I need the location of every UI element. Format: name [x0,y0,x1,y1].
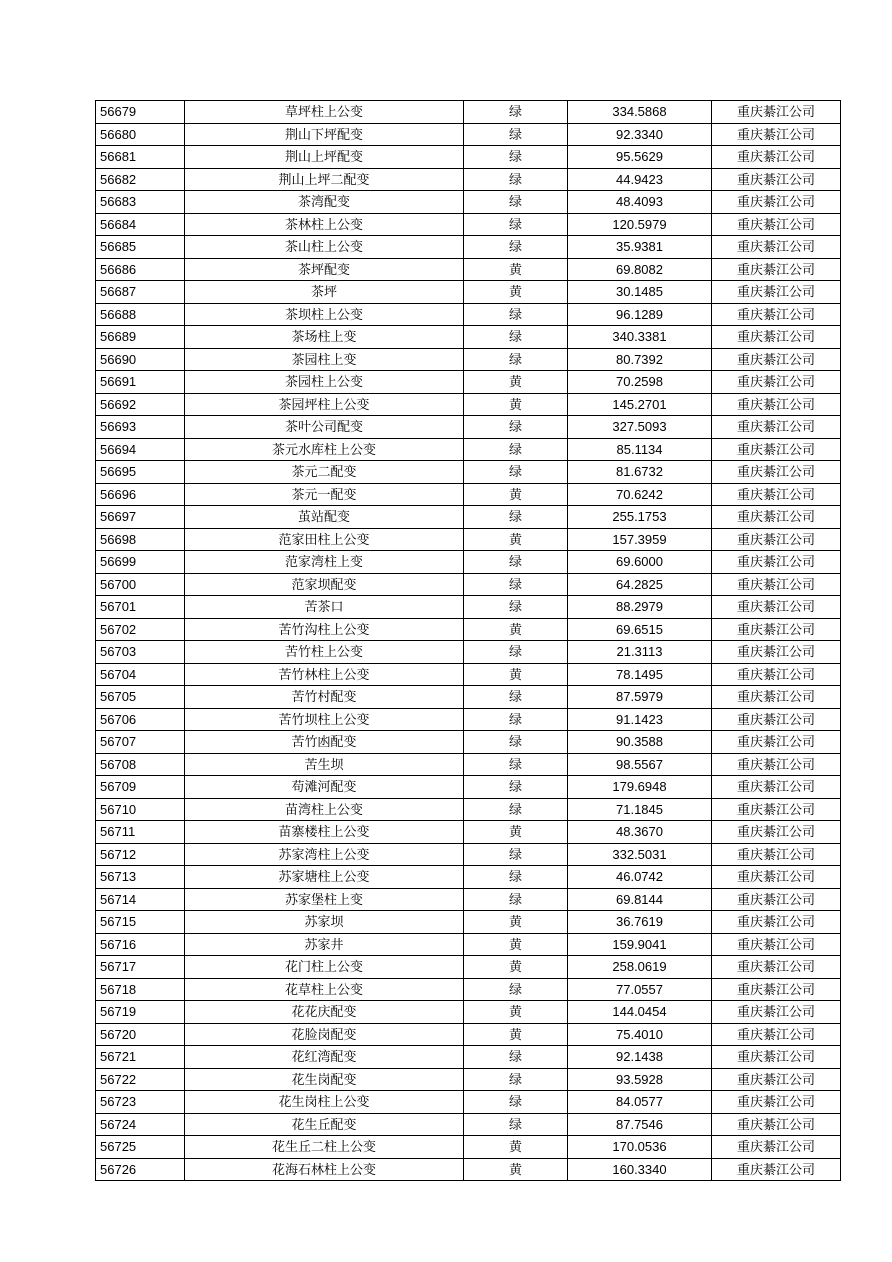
cell-color: 绿 [464,708,568,731]
cell-id: 56703 [96,641,185,664]
cell-value: 36.7619 [568,911,712,934]
cell-name: 茶园柱上变 [185,348,464,371]
table-row [96,371,841,394]
cell-id: 56698 [96,528,185,551]
cell-name: 苦生坝 [185,753,464,776]
cell-id: 56684 [96,213,185,236]
table-row [96,123,841,146]
cell-org: 重庆綦江公司 [712,708,841,731]
data-table [95,100,841,1181]
table-row [96,1046,841,1069]
cell-color: 绿 [464,438,568,461]
cell-id: 56719 [96,1001,185,1024]
cell-id: 56724 [96,1113,185,1136]
cell-org: 重庆綦江公司 [712,528,841,551]
cell-name: 茧站配变 [185,506,464,529]
cell-value: 44.9423 [568,168,712,191]
cell-org: 重庆綦江公司 [712,1068,841,1091]
cell-id: 56725 [96,1136,185,1159]
table-row [96,843,841,866]
table-row [96,798,841,821]
cell-name: 茶叶公司配变 [185,416,464,439]
cell-id: 56692 [96,393,185,416]
cell-name: 花花庆配变 [185,1001,464,1024]
table-row [96,753,841,776]
cell-value: 258.0619 [568,956,712,979]
cell-org: 重庆綦江公司 [712,1113,841,1136]
cell-color: 黄 [464,618,568,641]
cell-value: 78.1495 [568,663,712,686]
cell-name: 茶坝柱上公变 [185,303,464,326]
cell-org: 重庆綦江公司 [712,393,841,416]
cell-color: 绿 [464,731,568,754]
cell-name: 苦竹凼配变 [185,731,464,754]
table-row [96,1113,841,1136]
cell-id: 56695 [96,461,185,484]
table-row [96,888,841,911]
cell-id: 56689 [96,326,185,349]
table-row [96,821,841,844]
table-row [96,933,841,956]
cell-name: 苏家坝 [185,911,464,934]
cell-id: 56712 [96,843,185,866]
cell-name: 花生丘二柱上公变 [185,1136,464,1159]
cell-name: 茶山柱上公变 [185,236,464,259]
table-row [96,303,841,326]
cell-name: 茶元一配变 [185,483,464,506]
cell-value: 69.6515 [568,618,712,641]
table-body [96,101,841,1181]
cell-color: 绿 [464,348,568,371]
cell-name: 范家湾柱上变 [185,551,464,574]
cell-color: 绿 [464,888,568,911]
cell-name: 茶坪配变 [185,258,464,281]
cell-name: 范家坝配变 [185,573,464,596]
cell-value: 81.6732 [568,461,712,484]
cell-name: 茶园坪柱上公变 [185,393,464,416]
table-row [96,326,841,349]
cell-value: 95.5629 [568,146,712,169]
table-row [96,146,841,169]
table-row [96,168,841,191]
cell-id: 56691 [96,371,185,394]
cell-color: 绿 [464,776,568,799]
cell-value: 92.1438 [568,1046,712,1069]
cell-value: 69.8082 [568,258,712,281]
cell-color: 绿 [464,326,568,349]
cell-org: 重庆綦江公司 [712,438,841,461]
cell-color: 绿 [464,146,568,169]
cell-org: 重庆綦江公司 [712,551,841,574]
cell-org: 重庆綦江公司 [712,506,841,529]
cell-value: 170.0536 [568,1136,712,1159]
cell-org: 重庆綦江公司 [712,866,841,889]
cell-id: 56717 [96,956,185,979]
cell-org: 重庆綦江公司 [712,956,841,979]
cell-color: 绿 [464,641,568,664]
table-row [96,348,841,371]
cell-color: 黄 [464,663,568,686]
cell-org: 重庆綦江公司 [712,1091,841,1114]
cell-org: 重庆綦江公司 [712,461,841,484]
cell-id: 56707 [96,731,185,754]
cell-value: 87.5979 [568,686,712,709]
table-row [96,416,841,439]
cell-name: 花生丘配变 [185,1113,464,1136]
cell-id: 56697 [96,506,185,529]
cell-value: 70.2598 [568,371,712,394]
cell-id: 56699 [96,551,185,574]
cell-color: 绿 [464,168,568,191]
cell-org: 重庆綦江公司 [712,236,841,259]
cell-value: 91.1423 [568,708,712,731]
cell-id: 56704 [96,663,185,686]
cell-id: 56709 [96,776,185,799]
table-row [96,506,841,529]
cell-id: 56718 [96,978,185,1001]
cell-value: 255.1753 [568,506,712,529]
cell-name: 苏家井 [185,933,464,956]
cell-org: 重庆綦江公司 [712,753,841,776]
cell-color: 绿 [464,843,568,866]
table-row [96,708,841,731]
cell-name: 苏家塘柱上公变 [185,866,464,889]
cell-color: 绿 [464,866,568,889]
cell-name: 苦竹林柱上公变 [185,663,464,686]
cell-color: 绿 [464,978,568,1001]
cell-id: 56682 [96,168,185,191]
cell-value: 75.4010 [568,1023,712,1046]
table-row [96,236,841,259]
cell-id: 56701 [96,596,185,619]
cell-name: 花生岗柱上公变 [185,1091,464,1114]
cell-color: 黄 [464,1158,568,1181]
cell-color: 黄 [464,911,568,934]
table-row [96,596,841,619]
cell-org: 重庆綦江公司 [712,101,841,124]
cell-color: 绿 [464,596,568,619]
cell-org: 重庆綦江公司 [712,573,841,596]
cell-value: 46.0742 [568,866,712,889]
table-row [96,956,841,979]
cell-name: 花红湾配变 [185,1046,464,1069]
cell-org: 重庆綦江公司 [712,123,841,146]
cell-org: 重庆綦江公司 [712,663,841,686]
cell-color: 黄 [464,956,568,979]
cell-color: 绿 [464,1068,568,1091]
cell-value: 71.1845 [568,798,712,821]
cell-name: 苏家湾柱上公变 [185,843,464,866]
cell-name: 茶坪 [185,281,464,304]
cell-color: 黄 [464,1001,568,1024]
cell-color: 黄 [464,393,568,416]
table-row [96,461,841,484]
cell-color: 绿 [464,753,568,776]
cell-id: 56679 [96,101,185,124]
cell-color: 黄 [464,483,568,506]
cell-value: 90.3588 [568,731,712,754]
cell-name: 苦竹村配变 [185,686,464,709]
cell-org: 重庆綦江公司 [712,146,841,169]
cell-value: 30.1485 [568,281,712,304]
cell-id: 56686 [96,258,185,281]
table-row [96,911,841,934]
cell-name: 花生岗配变 [185,1068,464,1091]
cell-id: 56715 [96,911,185,934]
table-row [96,1023,841,1046]
cell-org: 重庆綦江公司 [712,641,841,664]
cell-id: 56694 [96,438,185,461]
cell-org: 重庆綦江公司 [712,258,841,281]
cell-id: 56720 [96,1023,185,1046]
cell-name: 茶湾配变 [185,191,464,214]
cell-name: 花门柱上公变 [185,956,464,979]
cell-value: 70.6242 [568,483,712,506]
cell-color: 绿 [464,416,568,439]
cell-name: 苦竹坝柱上公变 [185,708,464,731]
cell-value: 157.3959 [568,528,712,551]
cell-value: 98.5567 [568,753,712,776]
table-row [96,978,841,1001]
cell-name: 苗寨楼柱上公变 [185,821,464,844]
cell-name: 花草柱上公变 [185,978,464,1001]
cell-id: 56690 [96,348,185,371]
cell-id: 56693 [96,416,185,439]
cell-value: 48.3670 [568,821,712,844]
cell-value: 93.5928 [568,1068,712,1091]
cell-value: 87.7546 [568,1113,712,1136]
cell-org: 重庆綦江公司 [712,1023,841,1046]
cell-color: 黄 [464,1023,568,1046]
cell-id: 56705 [96,686,185,709]
cell-id: 56721 [96,1046,185,1069]
cell-value: 144.0454 [568,1001,712,1024]
cell-name: 苦竹柱上公变 [185,641,464,664]
table-row [96,438,841,461]
cell-org: 重庆綦江公司 [712,483,841,506]
cell-id: 56688 [96,303,185,326]
table-row [96,393,841,416]
cell-org: 重庆綦江公司 [712,978,841,1001]
cell-org: 重庆綦江公司 [712,1001,841,1024]
cell-id: 56680 [96,123,185,146]
cell-id: 56681 [96,146,185,169]
cell-org: 重庆綦江公司 [712,596,841,619]
cell-value: 327.5093 [568,416,712,439]
cell-org: 重庆綦江公司 [712,191,841,214]
cell-name: 草坪柱上公变 [185,101,464,124]
cell-org: 重庆綦江公司 [712,888,841,911]
cell-color: 绿 [464,551,568,574]
cell-value: 69.8144 [568,888,712,911]
table-row [96,731,841,754]
cell-value: 145.2701 [568,393,712,416]
cell-value: 69.6000 [568,551,712,574]
cell-color: 绿 [464,1113,568,1136]
cell-id: 56710 [96,798,185,821]
cell-value: 92.3340 [568,123,712,146]
table-row [96,776,841,799]
cell-value: 77.0557 [568,978,712,1001]
table-row [96,1001,841,1024]
cell-color: 绿 [464,303,568,326]
cell-org: 重庆綦江公司 [712,371,841,394]
cell-id: 56702 [96,618,185,641]
cell-id: 56711 [96,821,185,844]
cell-id: 56696 [96,483,185,506]
table-row [96,641,841,664]
cell-color: 绿 [464,123,568,146]
cell-name: 范家田柱上公变 [185,528,464,551]
cell-value: 332.5031 [568,843,712,866]
cell-org: 重庆綦江公司 [712,281,841,304]
table-row [96,483,841,506]
table-row [96,573,841,596]
cell-name: 荆山上坪二配变 [185,168,464,191]
cell-id: 56723 [96,1091,185,1114]
cell-value: 84.0577 [568,1091,712,1114]
cell-name: 苗湾柱上公变 [185,798,464,821]
cell-color: 绿 [464,798,568,821]
cell-org: 重庆綦江公司 [712,1136,841,1159]
cell-name: 花脸岗配变 [185,1023,464,1046]
cell-color: 绿 [464,506,568,529]
cell-org: 重庆綦江公司 [712,686,841,709]
cell-value: 179.6948 [568,776,712,799]
cell-value: 64.2825 [568,573,712,596]
cell-color: 绿 [464,1046,568,1069]
cell-org: 重庆綦江公司 [712,1158,841,1181]
table-row [96,686,841,709]
cell-color: 绿 [464,1091,568,1114]
cell-name: 荆山上坪配变 [185,146,464,169]
cell-org: 重庆綦江公司 [712,168,841,191]
table-row [96,1136,841,1159]
cell-name: 茶元二配变 [185,461,464,484]
table-row [96,191,841,214]
cell-color: 黄 [464,821,568,844]
cell-org: 重庆綦江公司 [712,213,841,236]
cell-color: 黄 [464,933,568,956]
table-row [96,866,841,889]
table-row [96,1091,841,1114]
cell-color: 绿 [464,101,568,124]
table-row [96,551,841,574]
cell-name: 苦竹沟柱上公变 [185,618,464,641]
cell-value: 35.9381 [568,236,712,259]
cell-id: 56708 [96,753,185,776]
cell-org: 重庆綦江公司 [712,798,841,821]
cell-value: 21.3113 [568,641,712,664]
cell-value: 334.5868 [568,101,712,124]
cell-id: 56713 [96,866,185,889]
cell-name: 苦茶口 [185,596,464,619]
table-row [96,101,841,124]
cell-org: 重庆綦江公司 [712,348,841,371]
table-row [96,213,841,236]
cell-color: 黄 [464,528,568,551]
cell-color: 绿 [464,686,568,709]
table-row [96,1158,841,1181]
cell-value: 80.7392 [568,348,712,371]
cell-org: 重庆綦江公司 [712,416,841,439]
cell-color: 绿 [464,213,568,236]
cell-id: 56687 [96,281,185,304]
cell-color: 绿 [464,573,568,596]
cell-org: 重庆綦江公司 [712,933,841,956]
cell-org: 重庆綦江公司 [712,303,841,326]
cell-name: 苟滩河配变 [185,776,464,799]
cell-id: 56714 [96,888,185,911]
cell-color: 黄 [464,1136,568,1159]
cell-color: 绿 [464,461,568,484]
cell-color: 黄 [464,258,568,281]
cell-name: 茶林柱上公变 [185,213,464,236]
cell-org: 重庆綦江公司 [712,821,841,844]
cell-value: 96.1289 [568,303,712,326]
cell-org: 重庆綦江公司 [712,843,841,866]
table-row [96,258,841,281]
table-row [96,281,841,304]
cell-name: 荆山下坪配变 [185,123,464,146]
cell-value: 120.5979 [568,213,712,236]
cell-value: 85.1134 [568,438,712,461]
cell-value: 340.3381 [568,326,712,349]
cell-name: 茶元水库柱上公变 [185,438,464,461]
cell-org: 重庆綦江公司 [712,326,841,349]
cell-id: 56706 [96,708,185,731]
cell-name: 花海石林柱上公变 [185,1158,464,1181]
table-row [96,663,841,686]
table-row [96,1068,841,1091]
cell-value: 48.4093 [568,191,712,214]
cell-color: 绿 [464,191,568,214]
cell-name: 茶园柱上公变 [185,371,464,394]
table-row [96,528,841,551]
cell-id: 56685 [96,236,185,259]
cell-name: 茶场柱上变 [185,326,464,349]
cell-org: 重庆綦江公司 [712,911,841,934]
cell-org: 重庆綦江公司 [712,1046,841,1069]
cell-value: 88.2979 [568,596,712,619]
cell-id: 56700 [96,573,185,596]
cell-org: 重庆綦江公司 [712,618,841,641]
cell-color: 黄 [464,281,568,304]
cell-name: 苏家堡柱上变 [185,888,464,911]
cell-color: 黄 [464,371,568,394]
cell-id: 56683 [96,191,185,214]
cell-value: 159.9041 [568,933,712,956]
cell-id: 56716 [96,933,185,956]
cell-id: 56726 [96,1158,185,1181]
cell-id: 56722 [96,1068,185,1091]
cell-org: 重庆綦江公司 [712,776,841,799]
cell-color: 绿 [464,236,568,259]
cell-org: 重庆綦江公司 [712,731,841,754]
cell-value: 160.3340 [568,1158,712,1181]
table-row [96,618,841,641]
